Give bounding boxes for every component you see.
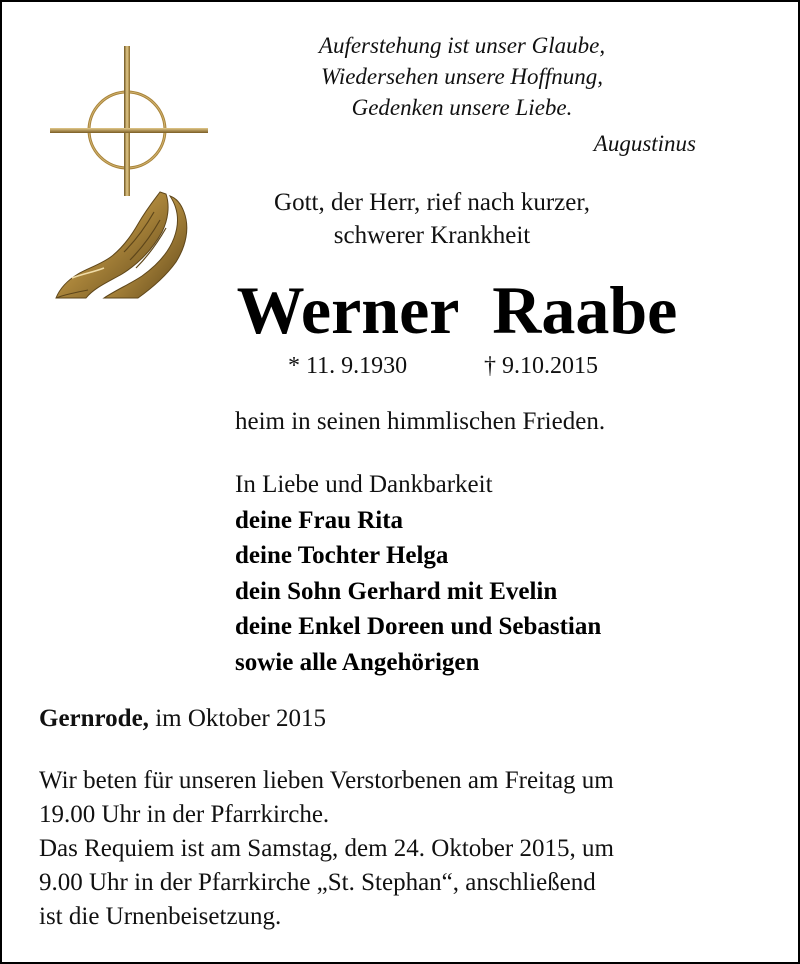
mourners-intro: In Liebe und Dankbarkeit	[235, 471, 493, 498]
mourner-name: deine Enkel Doreen und Sebastian	[235, 613, 602, 640]
quote-line: Auferstehung ist unser Glaube,	[318, 33, 606, 58]
cross-with-praying-hands-icon	[42, 42, 217, 312]
town-name: Gernrode,	[39, 705, 149, 732]
notice-line: 19.00 Uhr in der Pfarrkirche.	[39, 801, 330, 828]
mourners-list	[235, 467, 601, 680]
death-date: † 9.10.2015	[484, 353, 598, 379]
notice-line: ist die Urnenbeisetzung.	[39, 903, 282, 930]
quote-line: Gedenken unsere Liebe.	[351, 95, 573, 120]
mourner-name: deine Frau Rita	[235, 506, 404, 534]
notice-line: Wir beten für unseren lieben Verstorbenen am Freitag um	[39, 767, 614, 794]
intro-text	[232, 186, 632, 252]
deceased-name: Werner Raabe	[236, 272, 678, 348]
mourner-name: dein Sohn Gerhard mit Evelin	[235, 577, 558, 605]
notice-date: im Oktober 2015	[148, 705, 327, 732]
notice-line: Das Requiem ist am Samstag, dem 24. Oktober 2015, um	[39, 835, 614, 862]
service-notice	[39, 764, 769, 934]
quote-line: Wiedersehen unsere Hoffnung,	[320, 64, 604, 89]
bible-quote	[252, 30, 672, 123]
intro-line: schwerer Krankheit	[333, 222, 531, 249]
birth-date: * 11. 9.1930	[288, 353, 408, 379]
mourner-name: sowie alle Angehörigen	[235, 648, 480, 676]
mourner-name: deine Tochter Helga	[235, 542, 449, 569]
quote-author: Augustinus	[593, 131, 696, 156]
place-and-date	[39, 702, 326, 735]
peace-text: heim in seinen himmlischen Frieden.	[235, 408, 606, 435]
notice-line: 9.00 Uhr in der Pfarrkirche „St. Stephan“, anschließend	[39, 869, 596, 896]
intro-line: Gott, der Herr, rief nach kurzer,	[274, 189, 590, 216]
